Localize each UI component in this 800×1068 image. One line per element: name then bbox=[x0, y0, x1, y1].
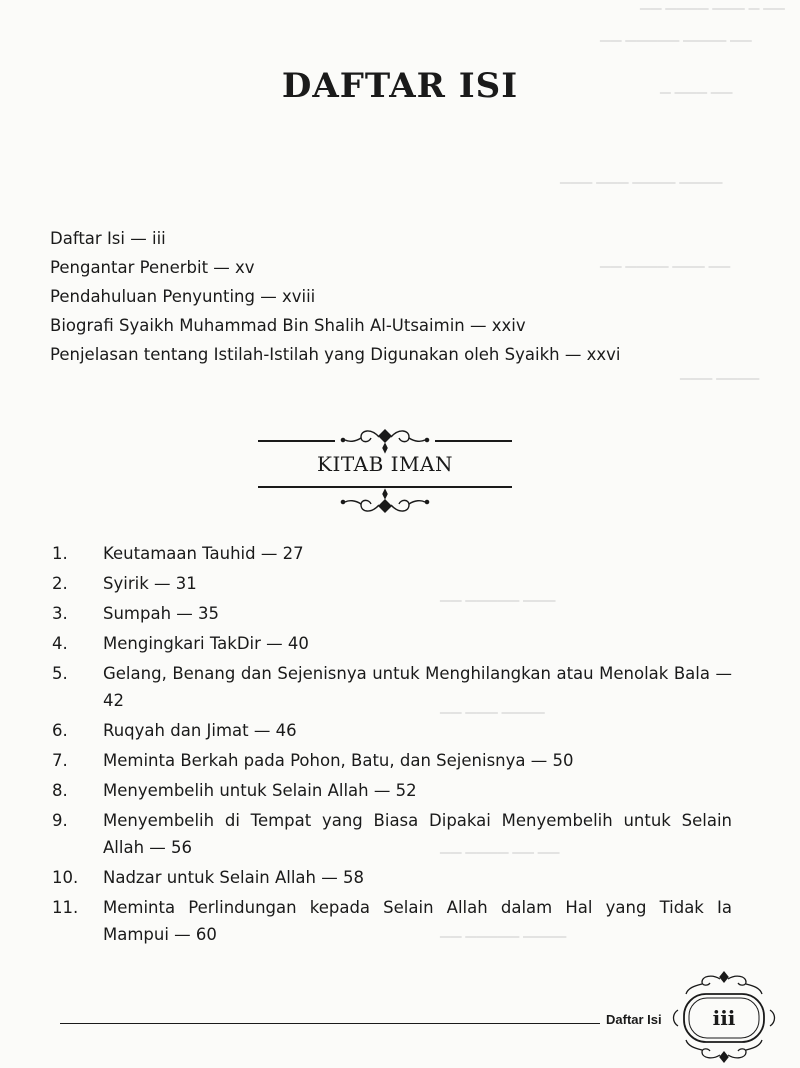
toc-item-text: Nadzar untuk Selain Allah — 58 bbox=[103, 868, 364, 887]
ornament-top-icon bbox=[335, 424, 435, 454]
toc-item bbox=[52, 600, 732, 627]
toc-item-number: 11. bbox=[52, 898, 79, 917]
toc-item-number: 2. bbox=[52, 574, 68, 593]
ornament-bottom-icon bbox=[335, 488, 435, 518]
toc-item-text: Meminta Berkah pada Pohon, Batu, dan Sejenisnya — 50 bbox=[103, 751, 574, 770]
toc-item-number: 10. bbox=[52, 868, 79, 887]
toc-item-text: Sumpah — 35 bbox=[103, 604, 220, 623]
toc-item bbox=[52, 630, 732, 657]
section-title: KITAB IMAN bbox=[317, 452, 453, 476]
toc-item-number: 9. bbox=[52, 811, 68, 830]
toc-item bbox=[52, 894, 732, 948]
front-matter-item: Biografi Syaikh Muhammad Bin Shalih Al-Utsaimin — xxiv bbox=[50, 316, 526, 335]
toc-item bbox=[52, 864, 732, 891]
front-matter-item: Penjelasan tentang Istilah-Istilah yang Digunakan oleh Syaikh — xxvi bbox=[50, 345, 621, 364]
toc-item-number: 8. bbox=[52, 781, 68, 800]
toc-item bbox=[52, 540, 732, 567]
toc-item-text: Mengingkari TakDir — 40 bbox=[103, 634, 309, 653]
front-matter-item: Pendahuluan Penyunting — xviii bbox=[50, 287, 316, 306]
front-matter-item: Daftar Isi — iii bbox=[50, 229, 166, 248]
toc-item-number: 7. bbox=[52, 751, 68, 770]
toc-item-text: Meminta Perlindungan kepada Selain Allah dalam Hal yang Tidak Ia Mampui — 60 bbox=[103, 898, 732, 944]
toc-item-number: 1. bbox=[52, 544, 68, 563]
section-header bbox=[258, 410, 512, 520]
toc-item-text: Syirik — 31 bbox=[103, 574, 197, 593]
toc-item-number: 5. bbox=[52, 664, 68, 683]
toc-item bbox=[52, 747, 732, 774]
front-matter-list bbox=[50, 224, 620, 369]
footer-rule bbox=[60, 1023, 600, 1024]
toc-item bbox=[52, 717, 732, 744]
toc-item-text: Menyembelih untuk Selain Allah — 52 bbox=[103, 781, 417, 800]
page-number: iii bbox=[712, 1006, 736, 1030]
toc-item-number: 6. bbox=[52, 721, 68, 740]
toc-item-text: Gelang, Benang dan Sejenisnya untuk Menghilangkan atau Menolak Bala — 42 bbox=[103, 664, 732, 710]
front-matter-item: Pengantar Penerbit — xv bbox=[50, 258, 255, 277]
running-footer: Daftar Isi bbox=[606, 1012, 662, 1027]
toc-item-text: Ruqyah dan Jimat — 46 bbox=[103, 721, 297, 740]
toc-list bbox=[52, 540, 732, 951]
toc-item-number: 3. bbox=[52, 604, 68, 623]
toc-item bbox=[52, 807, 732, 861]
toc-item bbox=[52, 660, 732, 714]
toc-item-text: Menyembelih di Tempat yang Biasa Dipakai Menyembelih untuk Selain Allah — 56 bbox=[103, 811, 732, 857]
toc-item-number: 4. bbox=[52, 634, 68, 653]
page-title: DAFTAR ISI bbox=[281, 66, 519, 106]
toc-item bbox=[52, 777, 732, 804]
page-number-badge bbox=[668, 970, 780, 1064]
toc-item-text: Keutamaan Tauhid — 27 bbox=[103, 544, 304, 563]
toc-item bbox=[52, 570, 732, 597]
